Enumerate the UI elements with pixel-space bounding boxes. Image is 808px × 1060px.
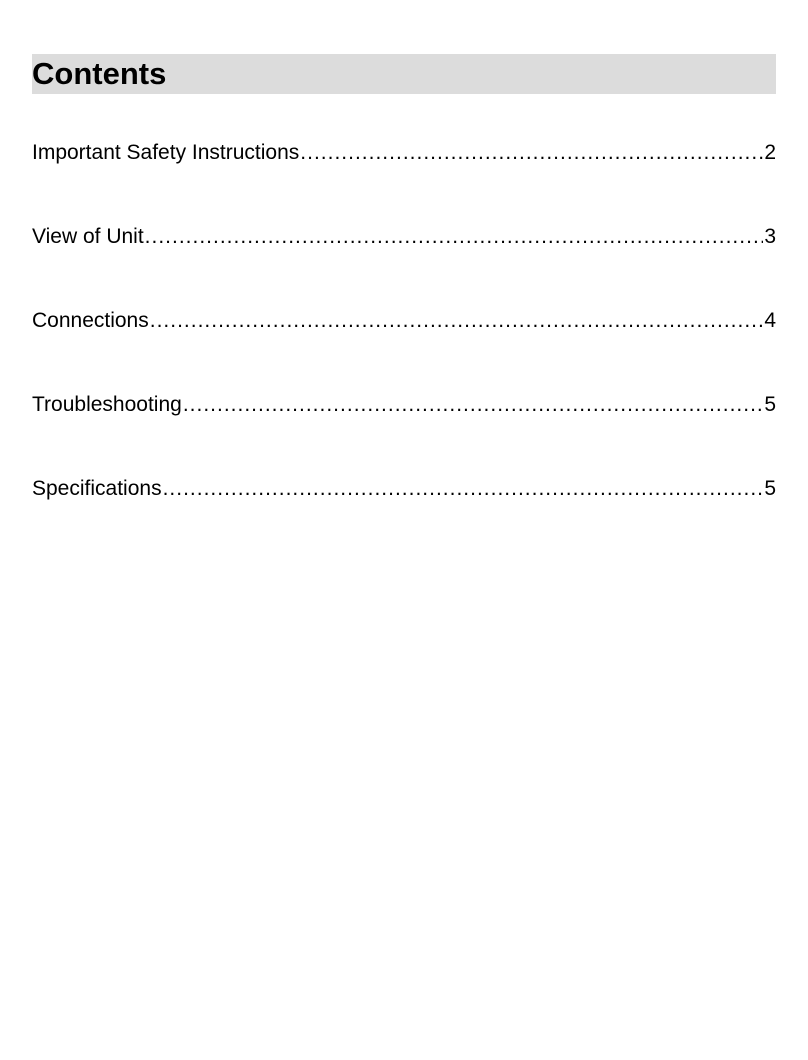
toc-entry-title: Connections xyxy=(32,309,149,332)
page-title: Contents xyxy=(32,56,167,91)
toc-entry-view-of-unit[interactable] xyxy=(32,221,776,305)
toc-entry-page-number: 5 xyxy=(764,477,776,500)
toc-entry-important-safety-instructions[interactable] xyxy=(32,137,776,221)
toc-entry-connections[interactable] xyxy=(32,305,776,389)
toc-entry-specifications[interactable] xyxy=(32,473,776,557)
toc-entry-title: View of Unit xyxy=(32,225,144,248)
dot-leader xyxy=(145,221,764,253)
toc-entry-page-number: 3 xyxy=(764,225,776,248)
contents-heading-bar xyxy=(32,54,776,94)
dot-leader xyxy=(163,473,764,505)
toc-entry-title: Troubleshooting xyxy=(32,393,182,416)
toc-entry-page-number: 2 xyxy=(764,141,776,164)
dot-leader xyxy=(300,137,763,169)
table-of-contents xyxy=(32,137,776,557)
dot-leader xyxy=(150,305,764,337)
toc-entry-troubleshooting[interactable] xyxy=(32,389,776,473)
toc-entry-title: Specifications xyxy=(32,477,162,500)
dot-leader xyxy=(183,389,763,421)
toc-entry-page-number: 4 xyxy=(764,309,776,332)
toc-entry-title: Important Safety Instructions xyxy=(32,141,300,164)
toc-entry-page-number: 5 xyxy=(764,393,776,416)
